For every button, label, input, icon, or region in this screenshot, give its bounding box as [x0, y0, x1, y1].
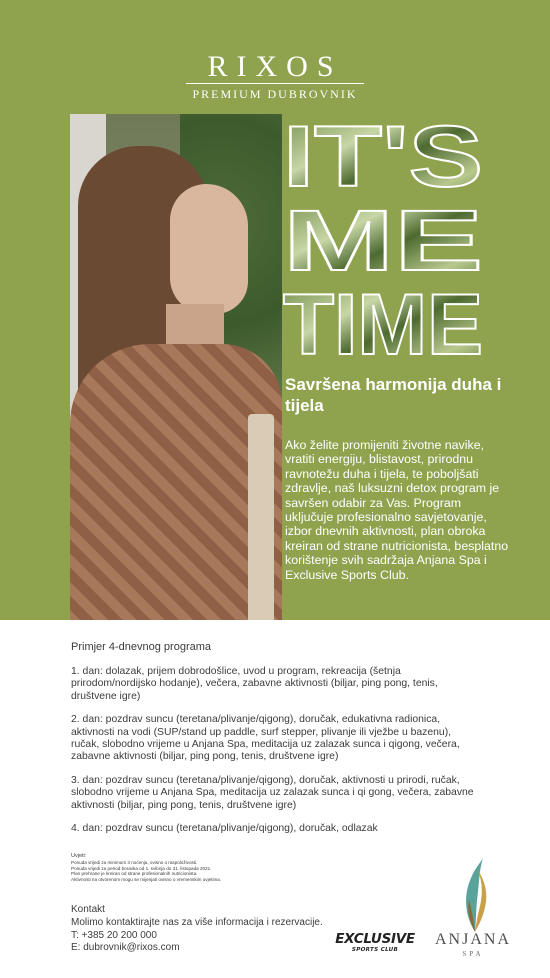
exclusive-sports-club-logo: [331, 932, 419, 958]
contact-text: Molimo kontaktirajte nas za više informacija i rezervacije.: [71, 916, 323, 928]
photo-face: [170, 184, 248, 314]
contact-section: [71, 904, 361, 955]
slogan-line-3: TIME: [283, 277, 483, 360]
exclusive-logo-sub: SPORTS CLUB: [351, 947, 399, 953]
exclusive-logo-main: EXCLUSIVE: [335, 931, 415, 947]
photo-cup: [248, 414, 274, 620]
slogan-graphic: [283, 110, 483, 360]
rixos-logo: [180, 52, 370, 102]
logo-divider: [186, 83, 364, 84]
program-section: [71, 640, 481, 846]
terms-line: Ponuda vrijedi za minimum 3 noćenja, ovisno o raspoloživosti.: [71, 860, 198, 865]
terms-notes: [71, 853, 331, 882]
terms-title: Uvjeti:: [71, 853, 87, 859]
program-day-4: 4. dan: pozdrav suncu (teretana/plivanje/qigong), doručak, odlazak: [71, 823, 378, 835]
brand-subtitle: PREMIUM DUBROVNIK: [192, 87, 358, 101]
slogan-line-2: ME: [283, 193, 483, 289]
program-day-1: 1. dan: dolazak, prijem dobrodošlice, uvod u program, rekreacija (šetnja prirodom/nordijsko hodanje), večera, zabavne aktivnosti (biljar, ping pong, tenis, društvene igre): [71, 666, 438, 702]
terms-line: Ponuda vrijedi za period boravka od 1. svibnja do 31. listopada 2021.: [71, 865, 212, 871]
program-title: Primjer 4-dnevnog programa: [71, 641, 212, 653]
anjana-logo-sub: SPA: [462, 950, 484, 958]
program-day-3: 3. dan: pozdrav suncu (teretana/plivanje/qigong), doručak, aktivnosti u prirodi, ručak, slobodno vrijeme u Anjana Spa, meditacija uz zalazak sunca i qi gong, večera, zabavne aktivnosti (biljar, ping pong, tenis, društvene igre): [71, 774, 474, 811]
headline: Savršena harmonija duha i tijela: [285, 375, 502, 415]
slogan-line-1: IT'S: [283, 110, 483, 205]
intro-paragraph: Ako želite promijeniti životne navike, vratiti energiju, blistavost, prirodnu ravnotežu duha i tijela, te poboljšati zdravlje, naš luksuzni detox program je savršen odabir za Vas. Program uključuje profesionalno savjetovanje, izbor dnevnih aktivnosti, plan obroka kreiran od strane nutricionista, besplatno korištenje svih sadržaja Anjana Spa i Exclusive Sports Club.: [285, 438, 509, 582]
contact-title: Kontakt: [71, 904, 105, 915]
brand-name: RIXOS: [207, 50, 343, 83]
anjana-logo-name: ANJANA: [435, 931, 511, 948]
terms-line: Aktivnosti na otvorenom mogu se mijenjati ovisno o vremenskim uvjetima.: [71, 876, 222, 882]
contact-email[interactable]: E: dubrovnik@rixos.com: [71, 942, 180, 954]
terms-line: Plan prehrane je kreiran od strane profesionalnih nutricionista.: [71, 871, 198, 877]
program-day-2: 2. dan: pozdrav suncu (teretana/plivanje/qigong), doručak, edukativna radionica, aktivnosti na vodi (SUP/stand up paddle, surf stepper, plivanje ili vježbe u bazenu), ručak, slobodno vrijeme u Anjana Spa, meditacija uz zalazak sunca i qigong, večera, zabavne aktivnosti (biljar, ping pong, tenis, društvene igre): [71, 714, 460, 763]
woman-meditating-photo: [70, 114, 282, 620]
slogan-its-me-time: [283, 110, 483, 360]
anjana-flower-icon: [457, 856, 493, 934]
contact-phone[interactable]: T: +385 20 200 000: [71, 929, 157, 941]
